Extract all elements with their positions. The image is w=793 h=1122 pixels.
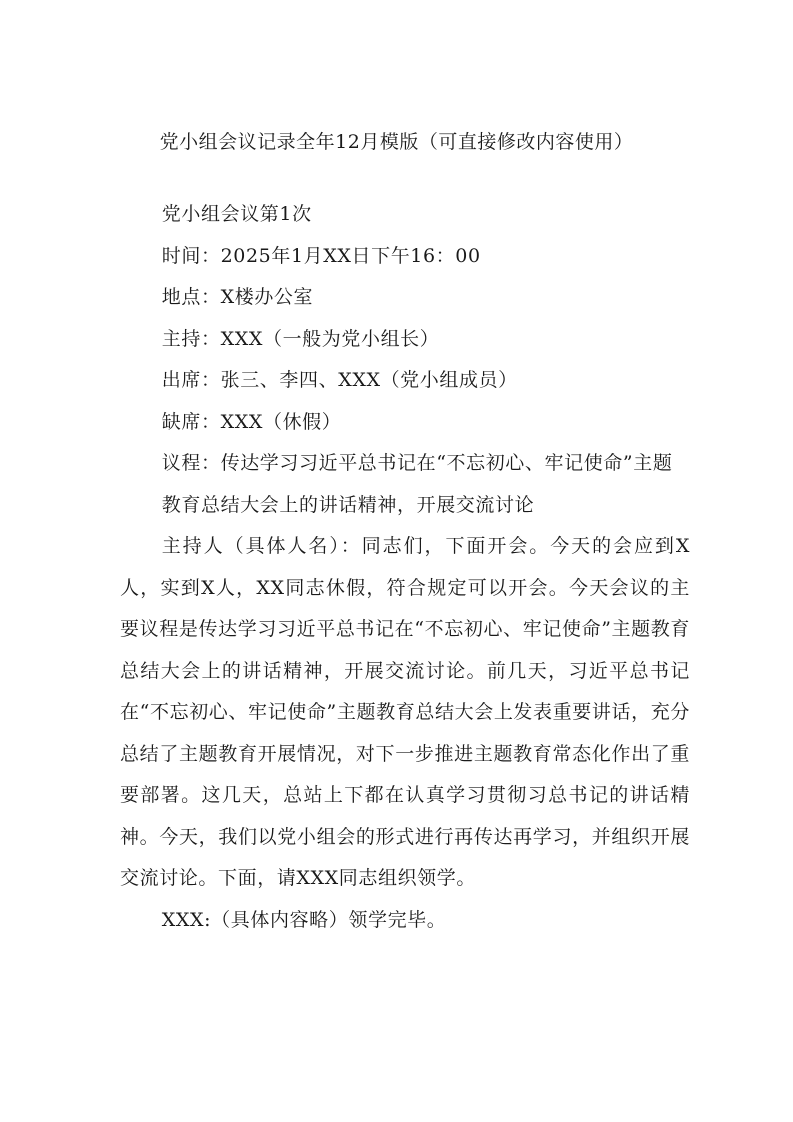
meeting-agenda-continued: 教育总结大会上的讲话精神，开展交流讨论 [161, 493, 535, 516]
study-lead-paragraph: XXX:（具体内容略）领学完毕。 [161, 908, 447, 931]
document-body [120, 194, 690, 941]
host-speech-paragraph: 主持人（具体人名）：同志们，下面开会。今天的会应到X人，实到X人，XX同志休假，符合规定可以开会。今天会议的主要议程是传达学习习近平总书记在“不忘初心、牢记使命”主题教育总结大会上的讲话精神，开展交流讨论。前几天，习近平总书记在“不忘初心、牢记使命”主题教育总结大会上发表重要讲话，充分总结了主题教育开展情况，对下一步推进主题教育常态化作出了重要部署。这几天，总站上下都在认真学习贯彻习总书记的讲话精神。今天，我们以党小组会的形式进行再传达再学习，并组织开展交流讨论。下面，请XXX同志组织领学。 [120, 535, 690, 889]
meeting-agenda: 议程：传达学习习近平总书记在“不忘初心、牢记使命”主题 [161, 452, 673, 474]
meeting-time: 时间：2025年1月XX日下午16：00 [161, 244, 481, 267]
meeting-location: 地点：X楼办公室 [161, 286, 314, 308]
document-title: 党小组会议记录全年12月模版（可直接修改内容使用） [159, 131, 634, 153]
meeting-attendees: 出席：张三、李四、XXX（党小组成员） [161, 369, 518, 391]
meeting-number: 党小组会议第1次 [161, 203, 312, 225]
meeting-host: 主持：XXX（一般为党小组长） [161, 327, 440, 350]
meeting-absent: 缺席：XXX（休假） [161, 410, 342, 433]
